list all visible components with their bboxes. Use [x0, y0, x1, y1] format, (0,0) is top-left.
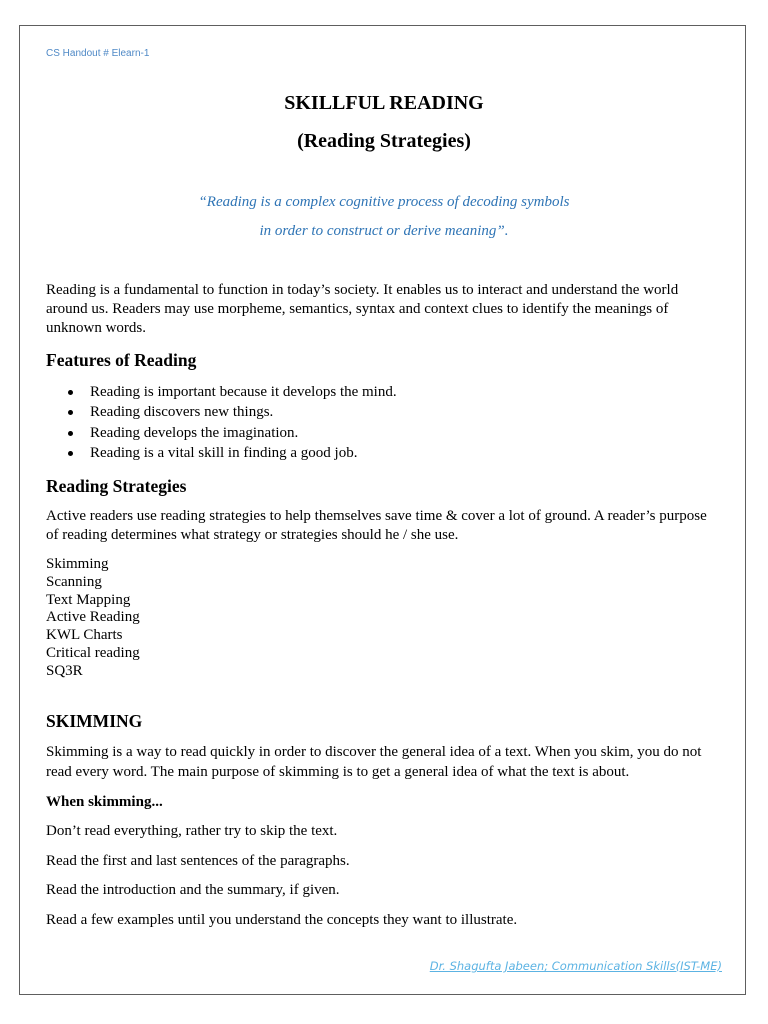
- skimming-tip: Read the first and last sentences of the paragraphs.: [46, 852, 350, 869]
- features-list: [46, 382, 722, 463]
- strategy-item: Critical reading: [46, 644, 140, 661]
- strategy-item: Skimming: [46, 556, 109, 572]
- skimming-subheading: When skimming...: [46, 794, 163, 810]
- strategies-paragraph: Active readers use reading strategies to help themselves save time & cover a lot of ground. A reader’s purpose of reading determines what strategy or strategies should he / she use.: [46, 508, 707, 543]
- feature-item: [46, 402, 722, 422]
- feature-item-text: Reading discovers new things.: [90, 404, 274, 421]
- skimming-tip: Don’t read everything, rather try to skip the text.: [46, 823, 338, 839]
- strategy-item: Text Mapping: [46, 591, 131, 608]
- feature-item-text: Reading develops the imagination.: [90, 424, 299, 441]
- strategy-list: [46, 556, 140, 681]
- document-subtitle: (Reading Strategies): [297, 130, 471, 152]
- skimming-tip: Read a few examples until you understand the concepts they want to illustrate.: [46, 911, 518, 928]
- page-footer-author: Dr. Shagufta Jabeen; Communication Skills(IST-ME): [429, 959, 722, 973]
- strategy-item: SQ3R: [46, 662, 83, 679]
- intro-paragraph: Reading is a fundamental to function in today’s society. It enables us to interact and understand the world around us. Readers may use morpheme, semantics, syntax and context clues to identify the meanings of unknown words.: [46, 282, 679, 336]
- bullet-icon: [68, 431, 73, 436]
- strategies-heading: Reading Strategies: [46, 476, 187, 496]
- bullet-icon: [68, 410, 73, 415]
- skimming-heading: SKIMMING: [46, 711, 143, 731]
- feature-item: [46, 382, 722, 402]
- skimming-tips: [46, 821, 722, 939]
- feature-item-text: Reading is important because it develops the mind.: [90, 384, 397, 400]
- quote-line-1: “Reading is a complex cognitive process of decoding symbols: [198, 194, 570, 210]
- quote-line-2: in order to construct or derive meaning”.: [259, 223, 509, 239]
- strategy-item: Active Reading: [46, 609, 140, 626]
- document-title: SKILLFUL READING: [284, 92, 484, 114]
- handout-id: CS Handout # Elearn-1: [46, 48, 150, 59]
- bullet-icon: [68, 390, 73, 395]
- feature-item: [46, 423, 722, 443]
- feature-item: [46, 443, 722, 463]
- strategy-item: Scanning: [46, 573, 102, 590]
- bullet-icon: [68, 451, 73, 456]
- feature-item-text: Reading is a vital skill in finding a good job.: [90, 444, 358, 461]
- features-heading: Features of Reading: [46, 350, 197, 370]
- skimming-paragraph: Skimming is a way to read quickly in order to discover the general idea of a text. When you skim, you do not read every word. The main purpose of skimming is to get a general idea of what the text is about.: [46, 744, 702, 780]
- skimming-tip: Read the introduction and the summary, if given.: [46, 882, 340, 899]
- strategy-item: KWL Charts: [46, 627, 123, 644]
